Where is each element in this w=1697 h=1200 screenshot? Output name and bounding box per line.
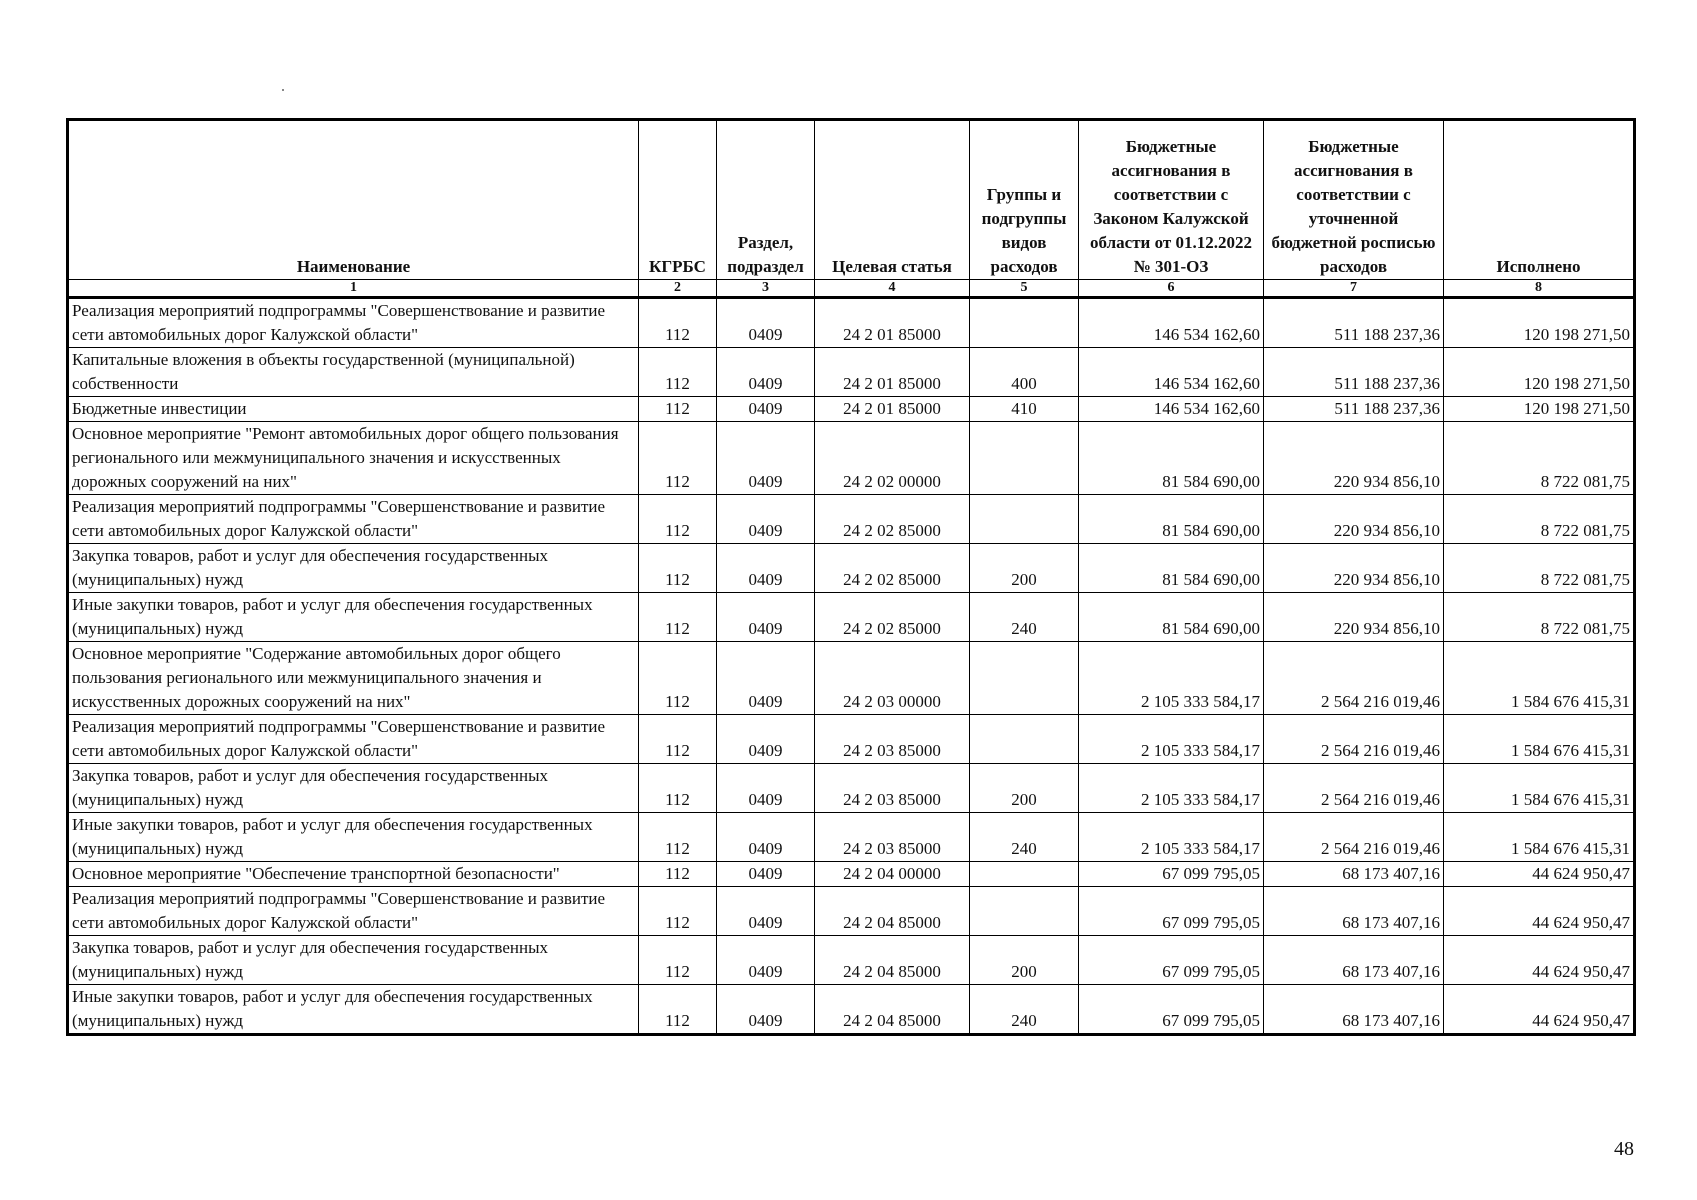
cell-vid: 240 (970, 985, 1079, 1035)
cell-done: 44 624 950,47 (1444, 985, 1635, 1035)
cell-razdel: 0409 (717, 813, 815, 862)
table-row (68, 593, 1635, 642)
table-row (68, 936, 1635, 985)
cell-law: 81 584 690,00 (1079, 544, 1264, 593)
cell-statya: 24 2 04 85000 (815, 936, 970, 985)
cell-kgrbs: 112 (639, 422, 717, 495)
cell-done: 1 584 676 415,31 (1444, 715, 1635, 764)
cell-law: 81 584 690,00 (1079, 422, 1264, 495)
cell-name: Бюджетные инвестиции (68, 397, 639, 422)
column-number: 3 (717, 280, 815, 298)
cell-kgrbs: 112 (639, 348, 717, 397)
table-row (68, 544, 1635, 593)
cell-statya: 24 2 02 85000 (815, 544, 970, 593)
cell-razdel: 0409 (717, 397, 815, 422)
table-row (68, 495, 1635, 544)
cell-plan: 2 564 216 019,46 (1264, 813, 1444, 862)
cell-statya: 24 2 03 00000 (815, 642, 970, 715)
cell-razdel: 0409 (717, 862, 815, 887)
cell-plan: 511 188 237,36 (1264, 298, 1444, 348)
cell-kgrbs: 112 (639, 593, 717, 642)
cell-law: 81 584 690,00 (1079, 495, 1264, 544)
cell-name: Иные закупки товаров, работ и услуг для обеспечения государственных (муниципальных) нужд (68, 985, 639, 1035)
cell-law: 67 099 795,05 (1079, 887, 1264, 936)
cell-vid (970, 298, 1079, 348)
cell-done: 44 624 950,47 (1444, 887, 1635, 936)
table-row (68, 298, 1635, 348)
cell-name: Капитальные вложения в объекты государственной (муниципальной) собственности (68, 348, 639, 397)
cell-plan: 511 188 237,36 (1264, 348, 1444, 397)
cell-kgrbs: 112 (639, 887, 717, 936)
cell-vid: 410 (970, 397, 1079, 422)
column-number: 7 (1264, 280, 1444, 298)
cell-done: 44 624 950,47 (1444, 936, 1635, 985)
table-row (68, 985, 1635, 1035)
cell-done: 1 584 676 415,31 (1444, 813, 1635, 862)
cell-kgrbs: 112 (639, 715, 717, 764)
cell-done: 1 584 676 415,31 (1444, 642, 1635, 715)
cell-done: 1 584 676 415,31 (1444, 764, 1635, 813)
scan-speck (282, 89, 284, 91)
cell-kgrbs: 112 (639, 936, 717, 985)
cell-vid: 240 (970, 813, 1079, 862)
column-number-row (68, 280, 1635, 298)
column-number: 6 (1079, 280, 1264, 298)
cell-razdel: 0409 (717, 985, 815, 1035)
header-done: Исполнено (1444, 120, 1635, 280)
cell-kgrbs: 112 (639, 813, 717, 862)
cell-razdel: 0409 (717, 422, 815, 495)
cell-razdel: 0409 (717, 495, 815, 544)
cell-plan: 220 934 856,10 (1264, 544, 1444, 593)
cell-name: Иные закупки товаров, работ и услуг для обеспечения государственных (муниципальных) нужд (68, 813, 639, 862)
cell-plan: 220 934 856,10 (1264, 593, 1444, 642)
cell-razdel: 0409 (717, 593, 815, 642)
header-razdel: Раздел, подраздел (717, 120, 815, 280)
table-row (68, 715, 1635, 764)
budget-table-container (66, 118, 1633, 1036)
cell-statya: 24 2 04 85000 (815, 985, 970, 1035)
cell-kgrbs: 112 (639, 397, 717, 422)
cell-statya: 24 2 02 85000 (815, 593, 970, 642)
budget-table (66, 118, 1636, 1036)
cell-done: 44 624 950,47 (1444, 862, 1635, 887)
cell-statya: 24 2 02 00000 (815, 422, 970, 495)
cell-law: 67 099 795,05 (1079, 862, 1264, 887)
cell-razdel: 0409 (717, 936, 815, 985)
table-body (68, 298, 1635, 1035)
cell-plan: 68 173 407,16 (1264, 936, 1444, 985)
cell-razdel: 0409 (717, 348, 815, 397)
cell-vid (970, 715, 1079, 764)
cell-law: 146 534 162,60 (1079, 397, 1264, 422)
header-statya: Целевая статья (815, 120, 970, 280)
cell-law: 146 534 162,60 (1079, 298, 1264, 348)
cell-vid (970, 422, 1079, 495)
cell-statya: 24 2 04 85000 (815, 887, 970, 936)
cell-statya: 24 2 01 85000 (815, 397, 970, 422)
table-row (68, 887, 1635, 936)
cell-statya: 24 2 02 85000 (815, 495, 970, 544)
header-row (68, 120, 1635, 280)
cell-vid (970, 642, 1079, 715)
column-number: 5 (970, 280, 1079, 298)
cell-razdel: 0409 (717, 642, 815, 715)
cell-name: Закупка товаров, работ и услуг для обеспечения государственных (муниципальных) нужд (68, 544, 639, 593)
table-row (68, 422, 1635, 495)
cell-statya: 24 2 03 85000 (815, 715, 970, 764)
cell-plan: 68 173 407,16 (1264, 887, 1444, 936)
column-number: 4 (815, 280, 970, 298)
cell-name: Реализация мероприятий подпрограммы "Совершенствование и развитие сети автомобильных дорог Калужской области" (68, 715, 639, 764)
cell-name: Основное мероприятие "Содержание автомобильных дорог общего пользования регионального или межмуниципального значения и искусственных дорожных сооружений на них" (68, 642, 639, 715)
cell-plan: 511 188 237,36 (1264, 397, 1444, 422)
cell-done: 8 722 081,75 (1444, 422, 1635, 495)
header-law: Бюджетные ассигнования в соответствии с Законом Калужской области от 01.12.2022 № 301-ОЗ (1079, 120, 1264, 280)
cell-plan: 220 934 856,10 (1264, 422, 1444, 495)
cell-name: Реализация мероприятий подпрограммы "Совершенствование и развитие сети автомобильных дорог Калужской области" (68, 298, 639, 348)
cell-law: 146 534 162,60 (1079, 348, 1264, 397)
cell-vid (970, 862, 1079, 887)
cell-vid: 200 (970, 764, 1079, 813)
cell-statya: 24 2 01 85000 (815, 298, 970, 348)
cell-statya: 24 2 03 85000 (815, 813, 970, 862)
table-row (68, 397, 1635, 422)
cell-law: 67 099 795,05 (1079, 985, 1264, 1035)
cell-done: 120 198 271,50 (1444, 348, 1635, 397)
cell-vid: 200 (970, 936, 1079, 985)
cell-kgrbs: 112 (639, 642, 717, 715)
cell-done: 120 198 271,50 (1444, 397, 1635, 422)
cell-vid (970, 495, 1079, 544)
cell-law: 67 099 795,05 (1079, 936, 1264, 985)
column-number: 2 (639, 280, 717, 298)
table-row (68, 862, 1635, 887)
cell-vid: 400 (970, 348, 1079, 397)
cell-razdel: 0409 (717, 887, 815, 936)
cell-done: 8 722 081,75 (1444, 544, 1635, 593)
cell-razdel: 0409 (717, 715, 815, 764)
cell-done: 120 198 271,50 (1444, 298, 1635, 348)
cell-kgrbs: 112 (639, 495, 717, 544)
column-number: 8 (1444, 280, 1635, 298)
cell-law: 2 105 333 584,17 (1079, 813, 1264, 862)
cell-law: 2 105 333 584,17 (1079, 764, 1264, 813)
cell-kgrbs: 112 (639, 298, 717, 348)
cell-plan: 2 564 216 019,46 (1264, 764, 1444, 813)
cell-done: 8 722 081,75 (1444, 495, 1635, 544)
cell-statya: 24 2 03 85000 (815, 764, 970, 813)
cell-law: 2 105 333 584,17 (1079, 715, 1264, 764)
cell-kgrbs: 112 (639, 862, 717, 887)
cell-razdel: 0409 (717, 298, 815, 348)
cell-done: 8 722 081,75 (1444, 593, 1635, 642)
cell-name: Иные закупки товаров, работ и услуг для обеспечения государственных (муниципальных) нужд (68, 593, 639, 642)
cell-law: 81 584 690,00 (1079, 593, 1264, 642)
header-vid: Группы и подгруппы видов расходов (970, 120, 1079, 280)
table-row (68, 764, 1635, 813)
cell-plan: 68 173 407,16 (1264, 862, 1444, 887)
table-row (68, 642, 1635, 715)
cell-name: Реализация мероприятий подпрограммы "Совершенствование и развитие сети автомобильных дорог Калужской области" (68, 887, 639, 936)
cell-statya: 24 2 04 00000 (815, 862, 970, 887)
cell-plan: 220 934 856,10 (1264, 495, 1444, 544)
cell-plan: 2 564 216 019,46 (1264, 715, 1444, 764)
cell-plan: 2 564 216 019,46 (1264, 642, 1444, 715)
column-number: 1 (68, 280, 639, 298)
cell-law: 2 105 333 584,17 (1079, 642, 1264, 715)
cell-name: Основное мероприятие "Обеспечение транспортной безопасности" (68, 862, 639, 887)
cell-name: Основное мероприятие "Ремонт автомобильных дорог общего пользования регионального или межмуниципального значения и искусственных дорожных сооружений на них" (68, 422, 639, 495)
header-kgrbs: КГРБС (639, 120, 717, 280)
cell-kgrbs: 112 (639, 764, 717, 813)
header-name: Наименование (68, 120, 639, 280)
table-row (68, 813, 1635, 862)
cell-kgrbs: 112 (639, 985, 717, 1035)
page-number: 48 (1614, 1138, 1634, 1160)
header-plan: Бюджетные ассигнования в соответствии с уточненной бюджетной росписью расходов (1264, 120, 1444, 280)
cell-vid: 240 (970, 593, 1079, 642)
table-row (68, 348, 1635, 397)
cell-vid (970, 887, 1079, 936)
cell-razdel: 0409 (717, 764, 815, 813)
cell-name: Закупка товаров, работ и услуг для обеспечения государственных (муниципальных) нужд (68, 936, 639, 985)
cell-name: Реализация мероприятий подпрограммы "Совершенствование и развитие сети автомобильных дорог Калужской области" (68, 495, 639, 544)
cell-kgrbs: 112 (639, 544, 717, 593)
cell-plan: 68 173 407,16 (1264, 985, 1444, 1035)
cell-statya: 24 2 01 85000 (815, 348, 970, 397)
cell-razdel: 0409 (717, 544, 815, 593)
cell-vid: 200 (970, 544, 1079, 593)
cell-name: Закупка товаров, работ и услуг для обеспечения государственных (муниципальных) нужд (68, 764, 639, 813)
